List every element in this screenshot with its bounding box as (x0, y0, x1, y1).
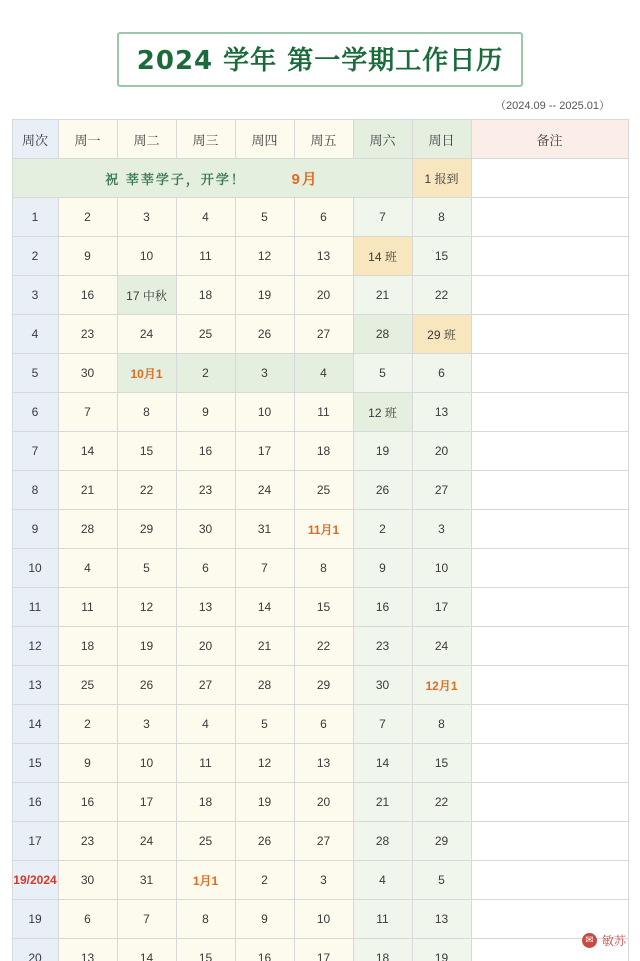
note-cell (471, 471, 628, 510)
day-cell-tue: 22 (117, 471, 176, 510)
note-cell (471, 744, 628, 783)
day-cell-sat: 7 (353, 198, 412, 237)
week-number: 8 (12, 471, 58, 510)
table-row (12, 315, 628, 354)
day-cell-mon: 6 (58, 900, 117, 939)
day-cell-wed: 27 (176, 666, 235, 705)
day-cell-wed: 23 (176, 471, 235, 510)
day-cell-wed: 8 (176, 900, 235, 939)
week-number-label: 19/2024 (13, 873, 57, 887)
day-cell-sat: 16 (353, 588, 412, 627)
day-cell-fri: 4 (294, 354, 353, 393)
day-cell-fri: 20 (294, 783, 353, 822)
day-cell-wed: 6 (176, 549, 235, 588)
day-cell-mon: 23 (58, 315, 117, 354)
watermark (582, 932, 626, 949)
banner-report-cell: 1 报到 (412, 159, 471, 198)
day-cell-sun: 22 (412, 276, 471, 315)
day-cell-sun: 13 (412, 900, 471, 939)
table-row (12, 471, 628, 510)
day-cell-sun: 27 (412, 471, 471, 510)
day-cell-thu: 19 (235, 276, 294, 315)
day-cell-sat: 19 (353, 432, 412, 471)
table-row (12, 510, 628, 549)
day-cell-fri: 10 (294, 900, 353, 939)
column-header-wed: 周三 (176, 120, 235, 159)
day-cell-mon: 16 (58, 783, 117, 822)
day-cell-sun: 13 (412, 393, 471, 432)
day-cell-sun: 17 (412, 588, 471, 627)
note-cell (471, 783, 628, 822)
day-cell-thu: 12 (235, 237, 294, 276)
column-header-thu: 周四 (235, 120, 294, 159)
day-cell-mon: 28 (58, 510, 117, 549)
column-header-tue: 周二 (117, 120, 176, 159)
day-cell-sat: 14 班 (353, 237, 412, 276)
day-cell-sun: 15 (412, 237, 471, 276)
table-row (12, 393, 628, 432)
week-number: 4 (12, 315, 58, 354)
day-cell-sun: 29 (412, 822, 471, 861)
day-cell-wed: 4 (176, 198, 235, 237)
day-cell-tue: 3 (117, 705, 176, 744)
week-number: 15 (12, 744, 58, 783)
work-calendar-table (12, 119, 629, 961)
day-cell-tue: 26 (117, 666, 176, 705)
day-cell-thu: 28 (235, 666, 294, 705)
day-cell-thu: 14 (235, 588, 294, 627)
week-number: 13 (12, 666, 58, 705)
week-number: 16 (12, 783, 58, 822)
week-number: 20 (12, 939, 58, 961)
table-row (12, 705, 628, 744)
day-cell-sat: 28 (353, 822, 412, 861)
table-row (12, 549, 628, 588)
day-cell-thu: 26 (235, 315, 294, 354)
day-cell-fri: 6 (294, 705, 353, 744)
week-number: 1 (12, 198, 58, 237)
day-cell-fri: 25 (294, 471, 353, 510)
day-cell-wed: 2 (176, 354, 235, 393)
day-cell-mon: 9 (58, 237, 117, 276)
week-number: 17 (12, 822, 58, 861)
note-cell (471, 198, 628, 237)
day-cell-thu: 31 (235, 510, 294, 549)
day-cell-mon: 4 (58, 549, 117, 588)
day-cell-sat: 26 (353, 471, 412, 510)
table-row (12, 783, 628, 822)
banner-row (12, 159, 628, 198)
day-cell-sun: 29 班 (412, 315, 471, 354)
day-cell-mon: 9 (58, 744, 117, 783)
day-cell-wed: 18 (176, 276, 235, 315)
day-cell-fri: 15 (294, 588, 353, 627)
day-cell-mon: 21 (58, 471, 117, 510)
wechat-icon: ✉ (582, 933, 597, 948)
day-cell-tue: 5 (117, 549, 176, 588)
day-cell-thu: 3 (235, 354, 294, 393)
banner-month-label: 9月 (291, 170, 319, 188)
day-cell-mon: 11 (58, 588, 117, 627)
note-cell (471, 159, 628, 198)
day-cell-sat: 21 (353, 783, 412, 822)
day-cell-mon: 23 (58, 822, 117, 861)
note-cell (471, 822, 628, 861)
day-cell-sun: 20 (412, 432, 471, 471)
month-start-label: 10月1 (130, 366, 163, 381)
note-cell (471, 705, 628, 744)
table-row (12, 666, 628, 705)
day-cell-mon: 18 (58, 627, 117, 666)
note-cell (471, 354, 628, 393)
day-cell-sun: 10 (412, 549, 471, 588)
page-title: 2024 学年 第一学期工作日历 (117, 32, 523, 87)
day-cell-tue: 3 (117, 198, 176, 237)
title-container (0, 0, 640, 87)
day-cell-thu: 9 (235, 900, 294, 939)
day-cell-sat: 30 (353, 666, 412, 705)
month-start-label: 11月1 (307, 522, 340, 537)
banner-cell (12, 159, 412, 198)
day-cell-tue (117, 354, 176, 393)
day-cell-tue: 29 (117, 510, 176, 549)
day-cell-wed (176, 861, 235, 900)
day-cell-thu: 17 (235, 432, 294, 471)
day-cell-thu: 21 (235, 627, 294, 666)
day-cell-sun: 8 (412, 705, 471, 744)
column-header-mon: 周一 (58, 120, 117, 159)
note-cell (471, 861, 628, 900)
day-cell-sat: 5 (353, 354, 412, 393)
table-row (12, 822, 628, 861)
day-cell-mon: 2 (58, 198, 117, 237)
day-cell-tue: 12 (117, 588, 176, 627)
day-cell-fri: 6 (294, 198, 353, 237)
day-cell-thu: 5 (235, 198, 294, 237)
day-cell-fri: 27 (294, 822, 353, 861)
note-cell (471, 276, 628, 315)
week-number: 14 (12, 705, 58, 744)
day-cell-thu: 24 (235, 471, 294, 510)
table-row (12, 861, 628, 900)
day-cell-sat: 14 (353, 744, 412, 783)
date-range-label: （2024.09 -- 2025.01） (495, 100, 610, 112)
column-header-note: 备注 (471, 120, 628, 159)
table-header-row (12, 120, 628, 159)
day-cell-thu: 12 (235, 744, 294, 783)
week-number: 9 (12, 510, 58, 549)
table-row (12, 276, 628, 315)
day-cell-fri: 13 (294, 744, 353, 783)
week-number: 11 (12, 588, 58, 627)
day-cell-thu: 16 (235, 939, 294, 961)
week-number: 7 (12, 432, 58, 471)
day-cell-tue: 8 (117, 393, 176, 432)
day-cell-tue: 17 (117, 783, 176, 822)
month-start-label: 1月1 (192, 873, 219, 888)
day-cell-sat: 28 (353, 315, 412, 354)
note-cell (471, 666, 628, 705)
day-cell-fri: 17 (294, 939, 353, 961)
note-cell (471, 588, 628, 627)
day-cell-sat: 11 (353, 900, 412, 939)
table-row (12, 627, 628, 666)
day-cell-tue: 24 (117, 822, 176, 861)
note-cell (471, 627, 628, 666)
day-cell-wed: 20 (176, 627, 235, 666)
day-cell-sun: 19 (412, 939, 471, 961)
week-number: 2 (12, 237, 58, 276)
watermark-label: 敏苏 (601, 934, 626, 948)
week-number: 19 (12, 900, 58, 939)
day-cell-fri: 29 (294, 666, 353, 705)
day-cell-tue: 14 (117, 939, 176, 961)
table-row (12, 588, 628, 627)
day-cell-mon: 7 (58, 393, 117, 432)
banner-slogan: 祝 莘莘学子，开学！ (105, 171, 246, 187)
day-cell-wed: 30 (176, 510, 235, 549)
column-header-sun: 周日 (412, 120, 471, 159)
table-row (12, 744, 628, 783)
day-cell-mon: 16 (58, 276, 117, 315)
day-cell-sat: 23 (353, 627, 412, 666)
day-cell-tue: 10 (117, 237, 176, 276)
note-cell (471, 393, 628, 432)
day-cell-wed: 15 (176, 939, 235, 961)
week-number: 12 (12, 627, 58, 666)
day-cell-mon: 14 (58, 432, 117, 471)
day-cell-sun: 15 (412, 744, 471, 783)
day-cell-fri: 3 (294, 861, 353, 900)
day-cell-mon: 13 (58, 939, 117, 961)
day-cell-mon: 25 (58, 666, 117, 705)
table-body (12, 159, 628, 961)
day-cell-wed: 16 (176, 432, 235, 471)
day-cell-tue: 19 (117, 627, 176, 666)
table-row (12, 900, 628, 939)
day-cell-thu: 10 (235, 393, 294, 432)
note-cell (471, 549, 628, 588)
day-cell-sat: 9 (353, 549, 412, 588)
day-cell-fri: 8 (294, 549, 353, 588)
day-cell-tue: 15 (117, 432, 176, 471)
day-cell-wed: 25 (176, 315, 235, 354)
day-cell-sun: 22 (412, 783, 471, 822)
day-cell-thu: 5 (235, 705, 294, 744)
day-cell-mon: 30 (58, 354, 117, 393)
table-row (12, 432, 628, 471)
day-cell-thu: 19 (235, 783, 294, 822)
day-cell-wed: 4 (176, 705, 235, 744)
day-cell-sat: 18 (353, 939, 412, 961)
day-cell-fri: 20 (294, 276, 353, 315)
column-header-fri: 周五 (294, 120, 353, 159)
day-cell-tue: 31 (117, 861, 176, 900)
month-start-label: 12月1 (425, 678, 458, 693)
table-row (12, 354, 628, 393)
day-cell-mon: 2 (58, 705, 117, 744)
day-cell-thu: 2 (235, 861, 294, 900)
day-cell-mon: 30 (58, 861, 117, 900)
day-cell-fri: 18 (294, 432, 353, 471)
day-cell-sun: 8 (412, 198, 471, 237)
day-cell-wed: 9 (176, 393, 235, 432)
day-cell-thu: 7 (235, 549, 294, 588)
column-header-week: 周次 (12, 120, 58, 159)
day-cell-sat: 2 (353, 510, 412, 549)
week-number (12, 861, 58, 900)
note-cell (471, 315, 628, 354)
table-row (12, 198, 628, 237)
day-cell-tue-label: 17 中秋 (126, 288, 167, 303)
day-cell-tue: 10 (117, 744, 176, 783)
day-cell-fri: 27 (294, 315, 353, 354)
note-cell (471, 510, 628, 549)
column-header-sat: 周六 (353, 120, 412, 159)
day-cell-sat: 4 (353, 861, 412, 900)
table-row (12, 939, 628, 961)
day-cell-sun: 24 (412, 627, 471, 666)
day-cell-sat: 12 班 (353, 393, 412, 432)
week-number: 5 (12, 354, 58, 393)
day-cell-sun: 5 (412, 861, 471, 900)
day-cell-tue: 7 (117, 900, 176, 939)
day-cell-tue (117, 276, 176, 315)
week-number: 3 (12, 276, 58, 315)
week-number: 10 (12, 549, 58, 588)
day-cell-sat: 7 (353, 705, 412, 744)
day-cell-fri: 22 (294, 627, 353, 666)
note-cell (471, 237, 628, 276)
week-number: 6 (12, 393, 58, 432)
day-cell-sun (412, 666, 471, 705)
day-cell-fri: 11 (294, 393, 353, 432)
day-cell-sat: 21 (353, 276, 412, 315)
day-cell-wed: 11 (176, 237, 235, 276)
day-cell-tue: 24 (117, 315, 176, 354)
day-cell-wed: 13 (176, 588, 235, 627)
day-cell-wed: 11 (176, 744, 235, 783)
day-cell-wed: 18 (176, 783, 235, 822)
day-cell-fri: 13 (294, 237, 353, 276)
table-row (12, 237, 628, 276)
note-cell (471, 432, 628, 471)
day-cell-thu: 26 (235, 822, 294, 861)
day-cell-wed: 25 (176, 822, 235, 861)
day-cell-sun: 3 (412, 510, 471, 549)
day-cell-sun: 6 (412, 354, 471, 393)
day-cell-fri (294, 510, 353, 549)
